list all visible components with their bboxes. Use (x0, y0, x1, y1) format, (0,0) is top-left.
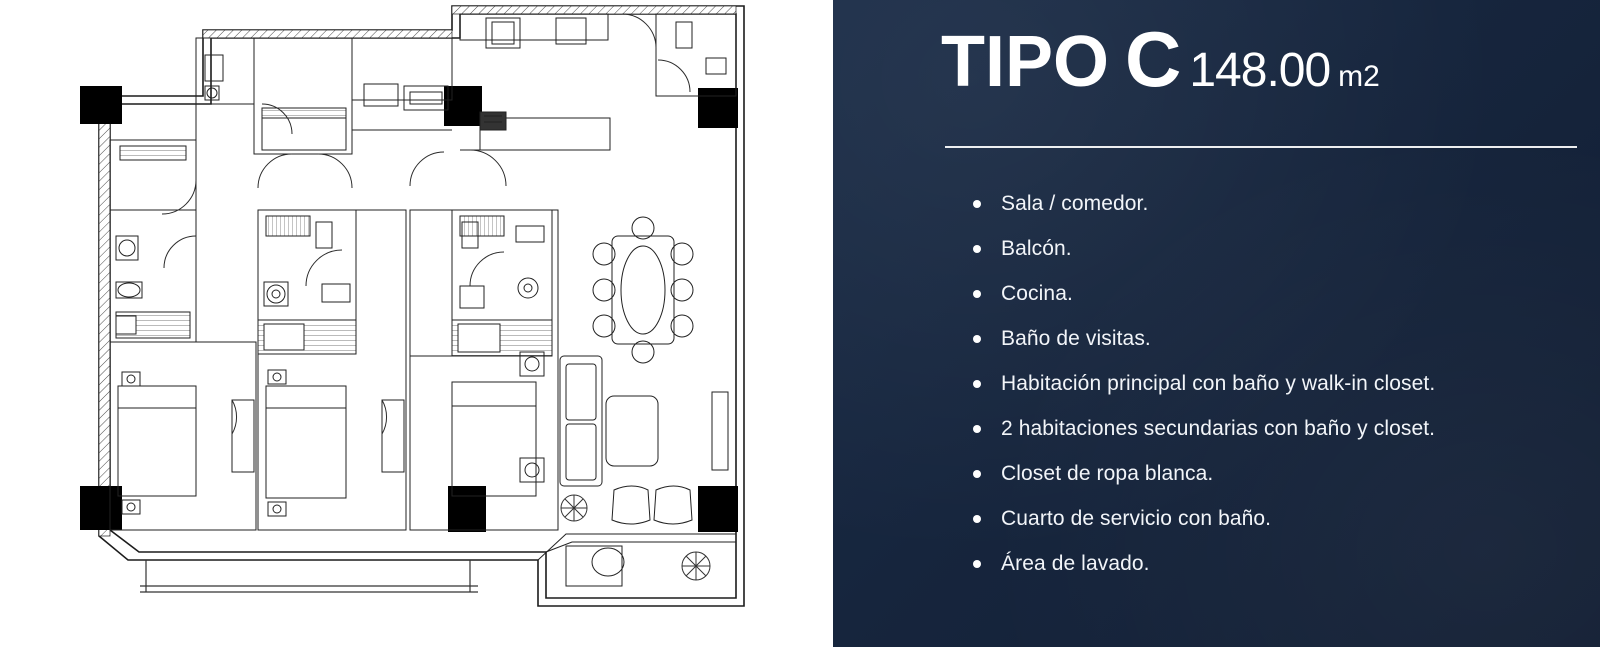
bullet-icon (973, 470, 981, 478)
area-value: 148.00 (1189, 44, 1331, 97)
feature-list (941, 192, 1581, 597)
list-item (941, 282, 1581, 327)
list-item (941, 462, 1581, 507)
list-item (941, 327, 1581, 372)
bullet-icon (973, 335, 981, 343)
feature-label: Sala / comedor. (1001, 192, 1149, 215)
unit-title (941, 15, 1380, 103)
list-item (941, 192, 1581, 237)
feature-label: Balcón. (1001, 237, 1072, 260)
list-item (941, 237, 1581, 282)
feature-label: Cocina. (1001, 282, 1073, 305)
title-unit-letter: C (1125, 15, 1182, 103)
title-prefix: TIPO (941, 22, 1110, 102)
bullet-icon (973, 200, 981, 208)
feature-label: Closet de ropa blanca. (1001, 462, 1214, 485)
list-item (941, 372, 1581, 417)
bullet-icon (973, 380, 981, 388)
feature-label: Baño de visitas. (1001, 327, 1151, 350)
bullet-icon (973, 290, 981, 298)
feature-label: Cuarto de servicio con baño. (1001, 507, 1272, 530)
list-item (941, 552, 1581, 597)
area-unit: m2 (1338, 60, 1380, 93)
feature-label: 2 habitaciones secundarias con baño y closet. (1001, 417, 1436, 440)
info-panel (833, 0, 1600, 647)
title-divider (945, 146, 1577, 148)
bullet-icon (973, 515, 981, 523)
list-item (941, 417, 1581, 462)
bullet-icon (973, 425, 981, 433)
bullet-icon (973, 245, 981, 253)
list-item (941, 507, 1581, 552)
feature-label: Habitación principal con baño y walk-in closet. (1001, 372, 1436, 395)
feature-label: Área de lavado. (1001, 552, 1150, 575)
bullet-icon (973, 560, 981, 568)
